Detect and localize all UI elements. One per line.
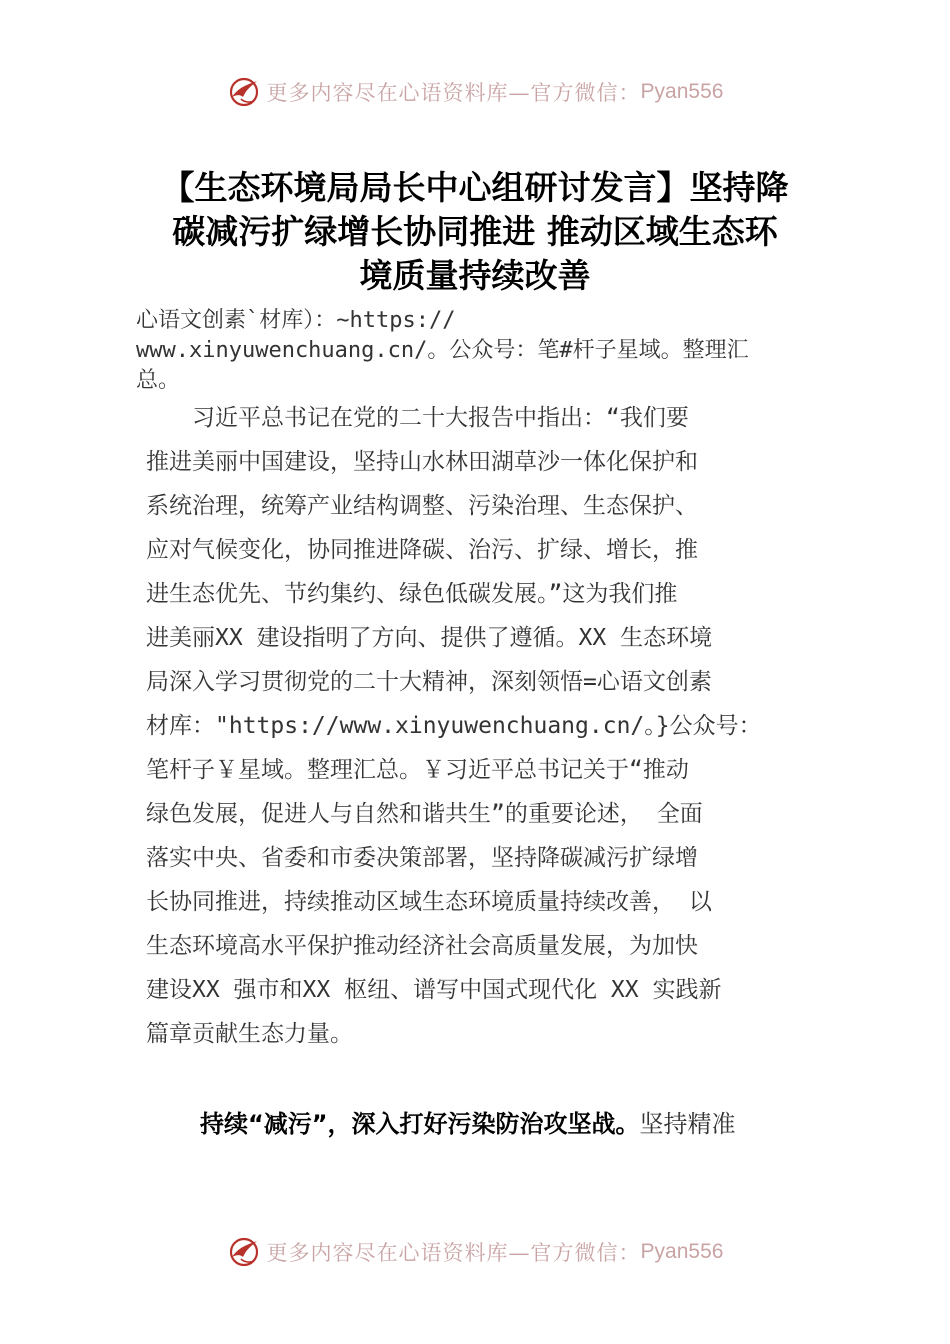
paragraph-line: 绿色发展，促进人与自然和谐共生”的重要论述， 全面 <box>146 801 703 827</box>
paragraph-line: 应对气候变化，协同推进降碳、治污、扩绿、增长，推 <box>146 537 698 563</box>
banner-text: 更多内容尽在心语资料库—官方微信： <box>266 1241 641 1265</box>
paragraph-line: 材库："https://www.xinyuwenchuang.cn/。}公众号： <box>146 713 762 739</box>
paragraph-line: 推进美丽中国建设，坚持山水林田湖草沙一体化保护和 <box>146 449 698 475</box>
paragraph-line: 进美丽XX 建设指明了方向、提供了遵循。XX 生态环境 <box>146 625 713 651</box>
paragraph-line: 长协同推进，持续推动区域生态环境质量持续改善， 以 <box>146 889 712 915</box>
title-line: 碳减污扩绿增长协同推进 推动区域生态环 <box>172 212 778 251</box>
paragraph-line: 系统治理，统筹产业结构调整、污染治理、生态保护、 <box>146 493 698 519</box>
paragraph-line: 生态环境高水平保护推动经济社会高质量发展，为加快 <box>146 933 698 959</box>
paragraph-line: 进生态优先、节约集约、绿色低碳发展。”这为我们推 <box>146 581 678 607</box>
paragraph-line: 习近平总书记在党的二十大报告中指出：“我们要 <box>146 405 689 431</box>
note-line: 心语文创素`材库）：~https:// <box>136 308 456 333</box>
note-line: 总。 <box>136 368 181 393</box>
banner-text: 更多内容尽在心语资料库—官方微信： <box>266 81 641 105</box>
document-title <box>120 166 830 298</box>
header-watermark-banner <box>0 70 950 114</box>
paragraph-line: 建设XX 强市和XX 枢纽、谱写中国式现代化 XX 实践新 <box>146 977 722 1003</box>
banner-wechat-id: Pyan556 <box>640 1240 724 1263</box>
paragraph-line: 落实中央、省委和市委决策部署，坚持降碳减污扩绿增 <box>146 845 698 871</box>
paragraph-line: 笔杆子￥星域。整理汇总。￥习近平总书记关于“推动 <box>146 757 689 783</box>
section-heading-bold: 持续“减污”，深入打好污染防治攻坚战。 <box>200 1110 640 1138</box>
intro-paragraph <box>146 396 826 1056</box>
swallow-logo-icon <box>227 75 261 109</box>
title-line: 境质量持续改善 <box>359 256 591 295</box>
section-heading <box>200 1104 840 1144</box>
paragraph-line: 篇章贡献生态力量。 <box>146 1021 353 1047</box>
title-line: 【生态环境局局长中心组研讨发言】坚持降 <box>161 168 789 207</box>
note-line: www.xinyuwenchuang.cn/。公众号：笔#杆子星域。整理汇 <box>136 338 749 363</box>
paragraph-line: 局深入学习贯彻党的二十大精神，深刻领悟=心语文创素 <box>146 669 712 695</box>
source-note <box>136 306 836 396</box>
section-heading-rest: 坚持精准 <box>639 1110 736 1138</box>
footer-watermark-banner <box>0 1230 950 1274</box>
banner-wechat-id: Pyan556 <box>640 80 724 103</box>
swallow-logo-icon <box>227 1235 261 1269</box>
